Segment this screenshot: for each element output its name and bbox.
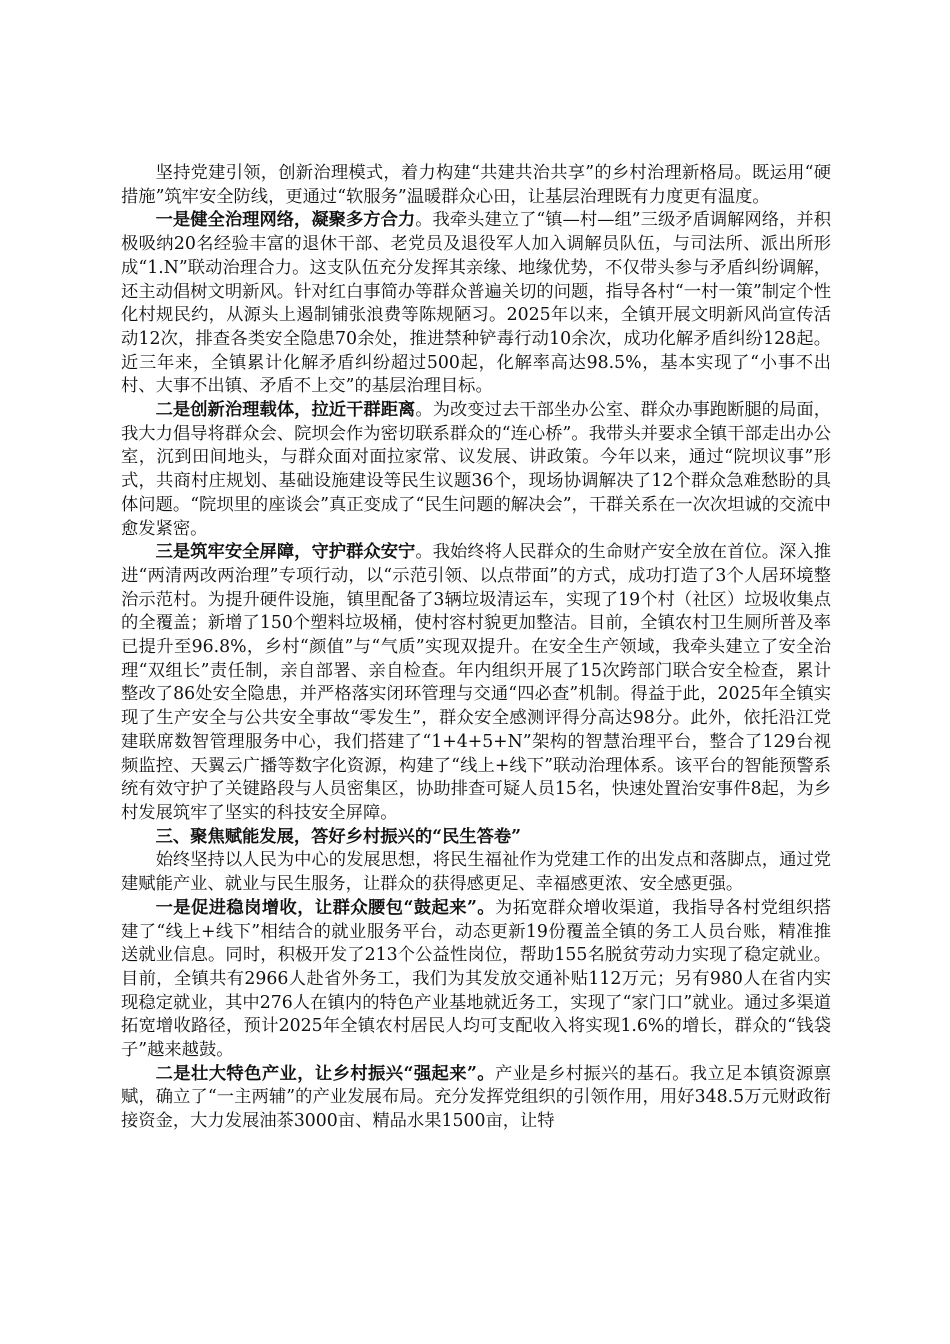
paragraph-body: 。我牵头建立了“镇—村—组”三级矛盾调解网络，并积极吸纳20名经验丰富的退休干部、老党员及退役军人加入调解员队伍，与司法所、派出所形成“1.N”联动治理合力。这支队伍充分发挥其亲缘、地缘优势，不仅带头参与矛盾纠纷调解，还主动倡树文明新风。针对红白事简办等群众普遍关切的问题，指导各村“一村一策”制定个性化村规民约，从源头上遏制铺张浪费等陈规陋习。2025年以来，全镇开展文明新风尚宣传活动12次，排查各类安全隐患70余处，推进禁种铲毒行动10余次，成功化解矛盾纠纷128起。近三年来，全镇累计化解矛盾纠纷超过500起，化解率高达98.5%，基本实现了“小事不出村、大事不出镇、矛盾不上交”的基层治理目标。 — [121, 210, 831, 397]
governance-carrier-paragraph — [121, 399, 831, 541]
paragraph-lead: 一是促进稳岗增收，让群众腰包“鼓起来”。 — [155, 897, 496, 918]
employment-paragraph — [121, 897, 831, 1063]
paragraph-lead: 二是壮大特色产业，让乡村振兴“强起来”。 — [155, 1063, 496, 1084]
paragraph-lead: 二是创新治理载体，拉近干群距离 — [155, 400, 416, 421]
paragraph-lead: 一是健全治理网络，凝聚多方合力 — [155, 210, 416, 231]
safety-barrier-paragraph — [121, 541, 831, 825]
paragraph-body: 始终坚持以人民为中心的发展思想，将民生福祉作为党建工作的出发点和落脚点，通过党建赋能产业、就业与民生服务，让群众的获得感更足、幸福感更浓、安全感更强。 — [121, 850, 831, 895]
governance-network-paragraph — [121, 209, 831, 399]
section-intro-paragraph — [121, 849, 831, 896]
paragraph-body: 为拓宽群众增收渠道，我指导各村党组织搭建了“线上+线下”相结合的就业服务平台，动态更新19份覆盖全镇的务工人员台账，精准推送就业信息。同时，积极开发了213个公益性岗位，帮助155名脱贫劳动力实现了稳定就业。目前，全镇共有2966人赴省外务工，我们为其发放交通补贴112万元；另有980人在省内实现稳定就业，其中276人在镇内的特色产业基地就近务工，实现了“家门口”就业。通过多渠道拓宽增收路径，预计2025年全镇农村居民人均可支配收入将实现1.6%的增长，群众的“钱袋子”越来越鼓。 — [121, 897, 831, 1061]
intro-text: 坚持党建引领，创新治理模式，着力构建“共建共治共享”的乡村治理新格局。既运用“硬措施”筑牢安全防线，更通过“软服务”温暖群众心田，让基层治理既有力度更有温度。 — [121, 163, 831, 207]
paragraph-lead: 三是筑牢安全屏障，守护群众安宁 — [155, 542, 416, 563]
paragraph-body: 产业是乡村振兴的基石。我立足本镇资源禀赋，确立了“一主两辅”的产业发展布局。充分发挥党组织的引领作用，用好348.5万元财政衔接资金，大力发展油茶3000亩、精品水果1500亩，让特 — [121, 1063, 831, 1132]
industry-paragraph — [121, 1063, 831, 1134]
paragraph-body: 。为改变过去干部坐办公室、群众办事跑断腿的局面，我大力倡导将群众会、院坝会作为密切联系群众的“连心桥”。我带头并要求全镇干部走出办公室，沉到田间地头，与群众面对面拉家常、议发展、讲政策。今年以来，通过“院坝议事”形式，共商村庄规划、基础设施建设等民生议题36个，现场协调解决了12个群众急难愁盼的具体问题。“院坝里的座谈会”真正变成了“民生问题的解决会”，干群关系在一次次坦诚的交流中愈发紧密。 — [121, 400, 831, 539]
paragraph-body: 。我始终将人民群众的生命财产安全放在首位。深入推进“两清两改两治理”专项行动，以“示范引领、以点带面”的方式，成功打造了3个人居环境整治示范村。为提升硬件设施，镇里配备了3辆垃圾清运车，实现了19个村（社区）垃圾收集点的全覆盖；新增了150个塑料垃圾桶，使村容村貌更加整洁。目前，全镇农村卫生厕所普及率已提升至96.8%，乡村“颜值”与“气质”实现双提升。在安全生产领域，我牵头建立了安全治理“双组长”责任制，亲自部署、亲自检查。年内组织开展了15次跨部门联合安全检查，累计整改了86处安全隐患，并严格落实闭环管理与交通“四必查”机制。得益于此，2025年全镇实现了生产安全与公共安全事故“零发生”，群众安全感测评得分高达98分。此外，依托沿江党建联席数智管理服务中心，我们搭建了“1+4+5+N”架构的智慧治理平台，整合了129台视频监控、天翼云广播等数字化资源，构建了“线上+线下”联动治理体系。该平台的智能预警系统有效守护了关键路段与人员密集区，协助排查可疑人员15名，快速处置治安事件8起，为乡村发展筑牢了坚实的科技安全屏障。 — [121, 542, 831, 823]
intro-paragraph — [121, 162, 831, 209]
section-heading: 三、聚焦赋能发展，答好乡村振兴的“民生答卷” — [155, 826, 522, 847]
document-page — [121, 162, 831, 1134]
